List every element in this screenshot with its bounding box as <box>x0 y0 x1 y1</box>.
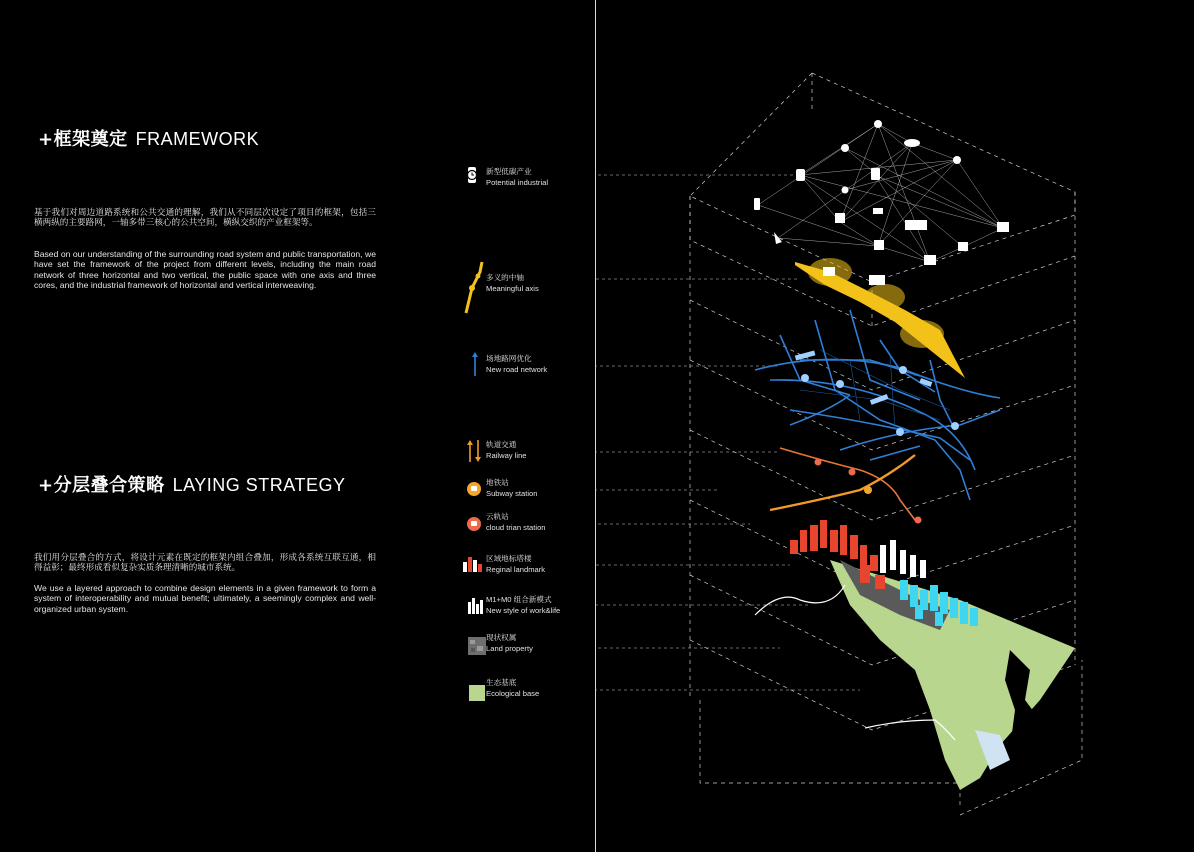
legend-cloud-train-en: cloud trian station <box>486 523 546 532</box>
legend-ecology-en: Ecological base <box>486 689 540 698</box>
legend-subway-en: Subway station <box>486 489 538 498</box>
legend-cloud-train <box>486 511 546 533</box>
framework-text-en: Based on our understanding of the surrounding road system and public transportation, we have set the framework of the project from different levels, including the main road network of three horizontal and two vertical, the public space with one axis and three cores, and the industrial framework of horizontal and vertical interweaving. <box>34 249 376 291</box>
legend-industrial-en: Potential industrial <box>486 178 549 187</box>
subway-icon <box>466 481 482 497</box>
legend-landmark-cn: 区域地标塔楼 <box>486 554 532 563</box>
legend-road <box>486 353 547 375</box>
legend-landmark <box>486 553 545 575</box>
legend-axis <box>486 272 539 294</box>
framework-text-cn: 基于我们对周边道路系统和公共交通的理解，我们从不同层次设定了项目的框架，包括三横两纵的主要路网，一轴多带三核心的公共空间，横纵交织的产业框架等。 <box>34 207 376 228</box>
road-arrow-icon <box>470 350 480 378</box>
legend-subway <box>486 477 538 499</box>
legend-cloud-train-cn: 云轨站 <box>486 512 509 521</box>
leader-lines <box>596 175 860 690</box>
legend-road-cn: 场地路网优化 <box>486 354 532 363</box>
strategy-title-en: LAYING STRATEGY <box>172 475 346 495</box>
legend-axis-en: Meaningful axis <box>486 284 539 293</box>
workspace-icon <box>466 596 486 616</box>
legend-subway-cn: 地铁站 <box>486 478 509 487</box>
railway-arrows-icon <box>466 438 482 464</box>
legend-landmark-en: Reginal landmark <box>486 565 546 574</box>
framework-title <box>38 125 259 151</box>
landmark-icon <box>461 554 487 574</box>
layered-diagram <box>596 0 1194 852</box>
legend-industrial <box>486 166 548 188</box>
rail-stations <box>815 459 922 524</box>
land-property-icon <box>468 637 486 655</box>
strategy-text-en: We use a layered approach to combine design elements in a given framework to form a system of interoperability and mutual benefit; ultimately, a seemingly complex and well-organized urban system. <box>34 583 376 614</box>
framework-title-cn: +框架奠定 <box>38 129 128 150</box>
road-network <box>755 310 1000 500</box>
cloud-train-icon <box>466 516 482 532</box>
legend-industrial-cn: 新型低碳产业 <box>486 167 532 176</box>
strategy-title-cn: +分层叠合策略 <box>38 475 165 496</box>
legend-land-property-cn: 现状权属 <box>486 633 517 642</box>
legend-land-property-en: Land property <box>486 644 533 653</box>
legend-road-en: New road network <box>486 365 548 374</box>
legend-axis-cn: 多义的中轴 <box>486 273 524 282</box>
legend-railway-cn: 轨道交通 <box>486 440 517 449</box>
framework-title-en: FRAMEWORK <box>135 129 260 149</box>
legend-railway-en: Railway line <box>486 451 527 460</box>
ecology-icon <box>469 685 485 701</box>
legend-ecology <box>486 677 539 699</box>
legend-ecology-cn: 生态基底 <box>486 678 517 687</box>
strategy-title <box>38 471 345 497</box>
axis-icon <box>460 258 484 316</box>
watch-icon <box>464 166 480 184</box>
legend-railway <box>486 439 527 461</box>
legend-workspace-en: New style of work&life <box>486 606 561 615</box>
legend-workspace <box>486 594 560 616</box>
legend-workspace-cn: M1+M0 组合新模式 <box>486 595 552 604</box>
rail-lines <box>770 448 915 520</box>
legend-land-property <box>486 632 533 654</box>
strategy-text-cn: 我们用分层叠合的方式，将设计元素在既定的框架内组合叠加，形成各系统互联互通，相得益彰；最终形成看似复杂实质条理清晰的城市系统。 <box>34 552 376 573</box>
